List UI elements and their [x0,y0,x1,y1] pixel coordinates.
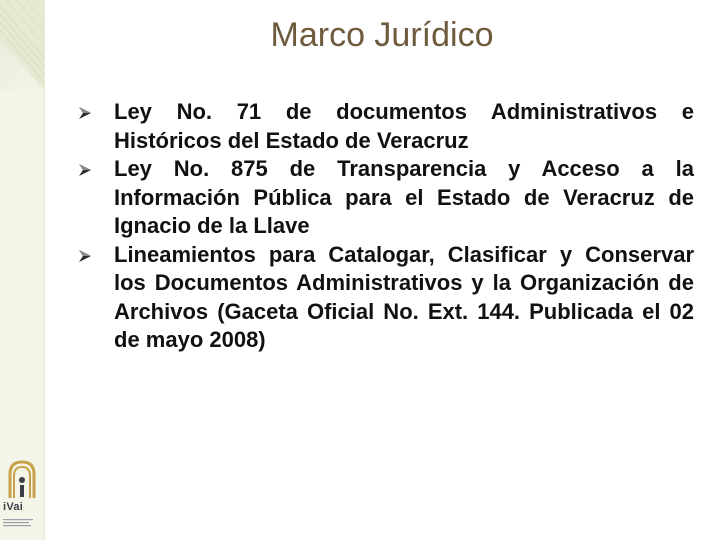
slide-title: Marco Jurídico [270,16,494,54]
list-item-text: Ley No. 71 de documentos Administrativos e Históricos del Estado de Veracruz [114,99,694,153]
list-item [78,155,694,241]
arrowhead-bullet-icon [78,163,92,177]
corner-accent [0,0,44,90]
list-item [78,241,694,355]
logo-wordmark: iVai [3,501,24,513]
list-item-text: Ley No. 875 de Transparencia y Acceso a la Información Pública para el Estado de Veracruz de Ignacio de la Llave [114,156,694,238]
arrowhead-bullet-icon [78,106,92,120]
corner-stripes-decoration [0,0,44,90]
arrowhead-bullet-icon [78,249,92,263]
bullet-list [78,98,694,355]
logo-tagline-decoration [3,517,39,529]
list-item-text: Lineamientos para Catalogar, Clasificar y Conservar los Documentos Administrativos y la Organización de Archivos (Gaceta Oficial No. Ext. 144. Publicada el 02 de mayo 2008) [114,241,694,352]
list-item [78,98,694,155]
